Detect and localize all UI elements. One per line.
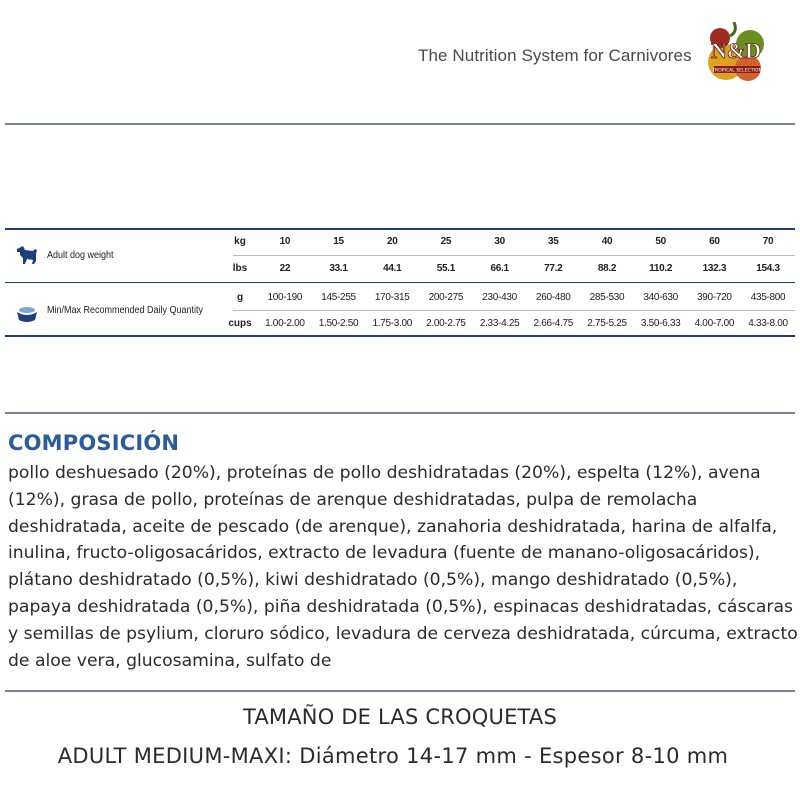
dog-icon (15, 244, 39, 266)
table-cell: 3.50-6.33 (640, 318, 681, 329)
table-cell: 230-430 (482, 292, 517, 303)
quantity-row-label: Min/Max Recommended Daily Quantity (47, 305, 204, 316)
table-cell: 10 (279, 236, 291, 247)
table-cell: 145-255 (321, 292, 356, 303)
kibble-size-value: ADULT MEDIUM-MAXI: Diámetro 14-17 mm - Espesor 8-10 mm (57, 744, 729, 768)
divider-middle (5, 412, 795, 414)
table-cell: 22 (279, 263, 291, 274)
unit-kg: kg (234, 236, 246, 247)
lbs-row (258, 263, 795, 274)
bowl-icon (15, 304, 39, 324)
table-cell: 77.2 (544, 263, 563, 274)
table-cell: 340-630 (643, 292, 678, 303)
svg-text:TROPICAL SELECTION: TROPICAL SELECTION (712, 68, 762, 74)
table-cell: 110.2 (649, 263, 673, 274)
table-cell: 66.1 (490, 263, 509, 274)
table-cell: 154.3 (756, 263, 780, 274)
table-cell: 1.50-2.50 (318, 318, 359, 329)
composition-text: pollo deshuesado (20%), proteínas de pollo deshidratadas (20%), espelta (12%), avena (12%), grasa de pollo, proteínas de arenque deshidratadas, pulpa de remolacha deshidratada, aceite de pescado (de arenque), zanahoria deshidratada, harina de alfalfa, inulina, fructo-oligosacáridos, extracto de levadura (fuente de manano-oligosacáridos), plátano deshidratado (0,5%), kiwi deshidratado (0,5%), mango deshidratado (0,5%), papaya deshidratada (0,5%), piña deshidratada (0,5%), espinacas deshidratadas, cáscaras y semillas de psylium, cloruro sódico, levadura de cerveza deshidratada, cúrcuma, extracto de aloe vera, glucosamina, sulfato de (8, 463, 798, 670)
table-cell: 435-800 (750, 292, 786, 303)
kibble-size-title: TAMAÑO DE LAS CROQUETAS (242, 705, 558, 729)
feeding-table (5, 228, 795, 338)
table-cell: 50 (655, 236, 666, 247)
table-cell: 2.33-4.25 (479, 318, 520, 329)
table-cell: 170-315 (374, 292, 410, 303)
unit-cups: cups (228, 318, 252, 329)
table-cell: 55.1 (436, 263, 456, 274)
table-cell: 88.2 (597, 263, 617, 274)
divider-bottom (5, 690, 795, 692)
unit-g: g (236, 292, 244, 303)
table-cell: 2.66-4.75 (533, 318, 574, 329)
kg-row (258, 236, 795, 247)
g-row (258, 292, 795, 303)
cups-row (258, 318, 795, 329)
table-cell: 40 (601, 236, 613, 247)
table-cell: 285-530 (589, 292, 625, 303)
table-cell: 2.75-5.25 (587, 318, 627, 329)
table-cell: 60 (709, 236, 720, 247)
table-cell: 44.1 (383, 263, 402, 274)
weight-row-label: Adult dog weight (47, 250, 114, 261)
unit-lbs: lbs (232, 263, 248, 274)
svg-text:N&D: N&D (710, 38, 762, 63)
table-cell: 4.33-8.00 (748, 318, 788, 329)
table-cell: 35 (548, 236, 559, 247)
table-cell: 260-480 (535, 292, 571, 303)
composition-title: COMPOSICIÓN (8, 431, 180, 455)
table-cell: 30 (494, 236, 505, 247)
table-cell: 1.00-2.00 (265, 318, 305, 329)
table-cell: 2.00-2.75 (426, 318, 466, 329)
divider-top (5, 123, 795, 125)
table-cell: 25 (440, 236, 452, 247)
table-cell: 390-720 (697, 292, 732, 303)
table-cell: 100-190 (267, 292, 303, 303)
table-cell: 33.1 (329, 263, 348, 274)
table-cell: 200-275 (428, 292, 464, 303)
table-cell: 20 (386, 236, 398, 247)
table-cell: 15 (333, 236, 344, 247)
brand-tagline: The Nutrition System for Carnivores (418, 46, 692, 65)
table-cell: 4.00-7.00 (694, 318, 735, 329)
table-cell: 1.75-3.00 (372, 318, 412, 329)
table-cell: 70 (762, 236, 774, 247)
table-cell: 132.3 (702, 263, 727, 274)
brand-logo (704, 22, 768, 86)
